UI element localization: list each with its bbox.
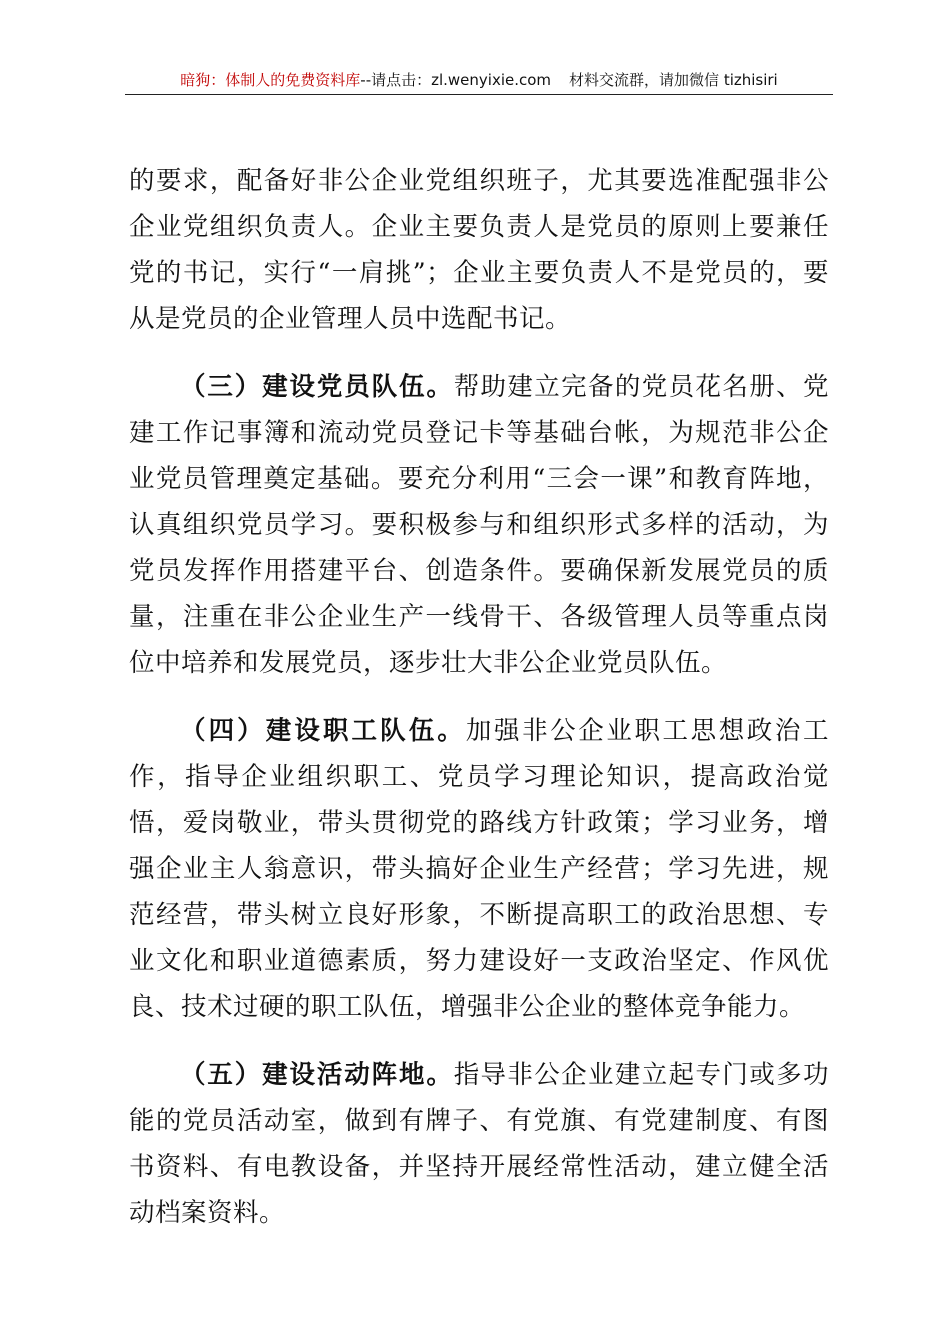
header-url-link[interactable]: zl.wenyixie.com [431, 71, 552, 89]
section-heading-4: （四）建设职工队伍。 [180, 716, 466, 746]
document-body [129, 158, 829, 1236]
section-text-5: 指导非公企业建立起专门或多功能的党员活动室，做到有牌子、有党旗、有党建制度、有图书资料、有电教设备，并坚持开展经常性活动，建立健全活动档案资料。 [129, 1060, 829, 1228]
section-text-3: 帮助建立完备的党员花名册、党建工作记事簿和流动党员登记卡等基础台帐，为规范非公企业党员管理奠定基础。要充分利用“三会一课”和教育阵地，认真组织党员学习。要积极参与和组织形式多样的活动，为党员发挥作用搭建平台、创造条件。要确保新发展党员的质量，注重在非公企业生产一线骨干、各级管理人员等重点岗位中培养和发展党员，逐步壮大非公企业党员队伍。 [129, 372, 829, 678]
paragraph-activity-venue [129, 1052, 829, 1236]
page-header [125, 68, 833, 92]
header-brand: 暗狗：体制人的免费资料库 [180, 71, 361, 89]
header-link-prompt: --请点击： [360, 71, 432, 89]
section-heading-5: （五）建设活动阵地。 [180, 1060, 454, 1090]
paragraph-continuation: 的要求，配备好非公企业党组织班子，尤其要选准配强非公企业党组织负责人。企业主要负责人是党员的原则上要兼任党的书记，实行“一肩挑”；企业主要负责人不是党员的，要从是党员的企业管理人员中选配书记。 [129, 166, 829, 334]
section-text-4: 加强非公企业职工思想政治工作，指导企业组织职工、党员学习理论知识，提高政治觉悟，爱岗敬业，带头贯彻党的路线方针政策；学习业务，增强企业主人翁意识，带头搞好企业生产经营；学习先进，规范经营，带头树立良好形象，不断提高职工的政治思想、专业文化和职业道德素质，努力建设好一支政治坚定、作风优良、技术过硬的职工队伍，增强非公企业的整体竞争能力。 [129, 716, 829, 1022]
header-contact: 材料交流群，请加微信 tizhisiri [569, 71, 778, 89]
paragraph-workforce [129, 708, 829, 1030]
paragraph-party-members [129, 364, 829, 686]
header-divider [125, 94, 833, 95]
section-heading-3: （三）建设党员队伍。 [180, 372, 454, 402]
